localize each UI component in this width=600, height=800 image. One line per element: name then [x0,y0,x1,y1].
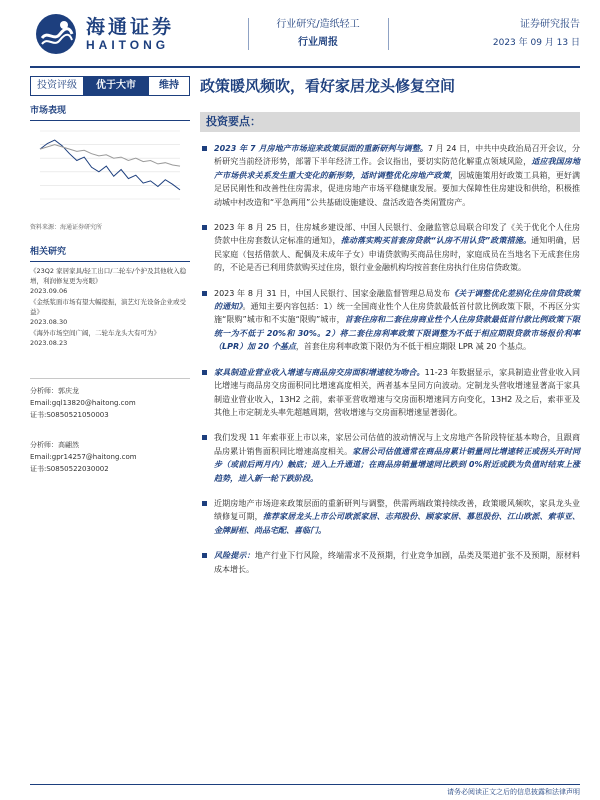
key-point-highlight: 适应我国房地产市场供求关系发生重大变化的新形势，适时调整优化房地产政策 [214,157,581,180]
key-point-bullet [200,366,580,420]
key-point-highlight: 推动落实购买首套房贷款“认房不用认贷”政策措施。 [340,236,532,246]
key-point-highlight: 2023 年 7 月房地产市场迎来政策层面的重新研判与调整。 [214,144,428,153]
key-point-bullet [200,287,580,354]
related-item[interactable] [30,297,190,327]
analyst-cert: 证书:S0850521050003 [30,411,109,419]
key-points-header [200,112,580,132]
analyst-card [30,439,190,475]
key-point-text: ，首套住房利率政策下限仍为不低于相应期限 LPR 减 20 个基点。 [295,342,532,352]
analyst-name: 分析师：高翩然 [30,441,79,449]
related-item[interactable] [30,328,190,348]
rating-label: 投资评级 [37,80,77,91]
header-rule [30,66,580,68]
analyst-email[interactable]: Email:gql13820@haitong.com [30,399,136,407]
header-divider [388,18,389,50]
rating-change: 维持 [159,80,179,91]
key-point-text: 地产行业下行风险，终端需求不及预期，行业竞争加剧，品类及渠道扩张不及预期，原材料成本增长。 [214,551,581,574]
chart-series-line [40,145,180,167]
header-divider [248,18,249,50]
related-item-title: 《23Q2 家居家具/轻工出口/二轮车/个护及其他收入稳增，利润修复更为亮眼》 [30,267,187,285]
key-point-highlight: 首套住房和二套住房商业性个人住房贷款最低首付款比例政策下限统一为不低于 20%和 30%。2）将二套住房利率政策下限调整为不低于相应期限贷款市场报价利率（LPR）加 20 个基点 [214,315,581,352]
report-header [0,0,600,66]
rating-value: 优于大市 [83,77,149,95]
market-chart-svg [30,125,190,205]
key-point-highlight: 推荐家居龙头上市公司欧派家居、志邦股份、顾家家居、慕思股份、江山欧派、索菲亚、金牌厨柜、尚品宅配、喜临门。 [214,512,581,535]
related-item-title: 《海外市场空间广阔，二轮车龙头大有可为》 [30,329,160,337]
key-point-text: 我们发现 11 年索菲亚上市以来，家居公司估值的波动情况与上文房地产各阶段特征基本吻合，且跟商品房累计销售面积同比增速高度相关。 [214,433,580,456]
analyst-card [30,385,190,421]
header-report-type: 行业周报 [298,37,338,48]
footer-rule [30,784,580,785]
key-point-text: 。通知主要内容包括：1）统一全国商业性个人住房贷款最低首付款比例政策下限，不再区分实施“限购”城市和不实施“限购”城市， [214,302,580,325]
analyst-cert: 证书:S0850522030002 [30,465,109,473]
related-item-date: 2023.08.23 [30,339,68,347]
key-point-bullet [200,221,580,275]
chart-series-line [40,140,180,190]
header-date: 2023 年 09 月 13 日 [492,38,580,48]
key-point-text: ，因城施策用好政策工具箱，更好满足居民刚性和改善性住房需求，促进房地产市场平稳健康发展。要加大保障性住房建设和供给，积极推动城中村改造和“平急两用”公共基础设施建设、盘活改造各类闲置房产。 [214,170,580,207]
key-points-title: 投资要点： [206,115,261,128]
key-point-text: 2023 年 8 月 25 日，住房城乡建设部、中国人民银行、金融监管总局联合印发了《关于优化个人住房贷款中住房套数认定标准的通知》， [214,223,580,246]
related-item[interactable] [30,266,190,296]
market-performance-chart [30,125,190,205]
related-research-title: 相关研究 [30,245,190,262]
key-point-bullet [200,497,580,537]
key-point-text: 7 月 24 日，中共中央政治局召开会议，分析研究当前经济形势，部署下半年经济工作。会议指出，要切实防范化解重点领域风险， [214,144,580,167]
left-sidebar [30,104,190,493]
related-item-title: 《金纸浆面市场有望大幅提振，演艺灯光设备企业或受益》 [30,298,186,316]
key-point-bullet [200,142,580,209]
report-title: 政策暖风频吹，看好家居龙头修复空间 [200,77,456,95]
key-points-list [200,142,580,576]
key-point-highlight: 家居公司估值通常在商品房累计销量同比增速转正或拐头开时同步（或前后两月内）触底；进入上升通道；在商品房销量增速同比跌到 0%附近或跌为负值时结束上涨趋势，进入新一轮下跌阶段。 [214,446,581,483]
haitong-emblem-icon [34,12,78,56]
investment-rating [30,76,190,96]
analyst-section [30,378,190,475]
logo-name-cn: 海通证券 [86,16,175,38]
key-point-bullet [200,431,580,485]
analyst-name: 分析师：郭庆龙 [30,387,79,395]
key-point-text: 2023 年 8 月 31 日，中国人民银行、国家金融监督管理总局发布 [214,288,451,298]
related-item-date: 2023.08.30 [30,318,68,326]
key-point-text: 近期房地产市场迎来政策层面的重新研判与调整，供需两端政策持续改善，政策暖风频吹，家具龙头业绩修复可期， [214,498,580,522]
header-meta-block [470,18,580,50]
footer-disclaimer: 请务必阅读正文之后的信息披露和法律声明 [447,788,580,796]
key-point-text: 11-23 年数据显示，家具制造业营业收入同比增速与商品房交房面积同比增速高度相关，两者基本呈同方向波动。定制龙头营收增速显著高于家具制造业营业收入，13H2 之前，索菲亚营收增速与交房面积增速同方向变化，13H2 及之后，索菲亚及其他上市定制龙头率先超越周期，营收增速与交房面积增速显著弱化。 [214,367,580,417]
key-point-highlight: 家具制造业营业收入增速与商品房交房面积增速较为吻合。 [214,367,425,377]
market-performance-title: 市场表现 [30,104,190,121]
header-label: 证券研究报告 [520,19,580,30]
key-point-highlight: 《关于调整优化差别化住房信贷政策的通知》 [214,288,581,312]
key-point-highlight: 风险提示： [214,551,255,561]
key-point-text: 通知明确，居民家庭（包括借款人、配偶及未成年子女）申请贷款购买商品住房时，家庭成员在当地名下无成套住房的，不论是否已利用贷款购买过住房，银行业金融机构均按首套住房执行住房信贷政策。 [214,236,580,273]
header-industry: 行业研究/造纸轻工 [276,19,360,30]
haitong-logo [34,10,204,58]
chart-source: 资料来源：海通证券研究所 [30,224,103,231]
related-item-date: 2023.09.06 [30,287,68,295]
key-point-bullet [200,549,580,576]
header-industry-block [268,18,368,50]
analyst-email[interactable]: Email:gpr14257@haitong.com [30,453,137,461]
related-research-list [30,266,190,348]
logo-name-en: HAITONG [86,38,170,52]
